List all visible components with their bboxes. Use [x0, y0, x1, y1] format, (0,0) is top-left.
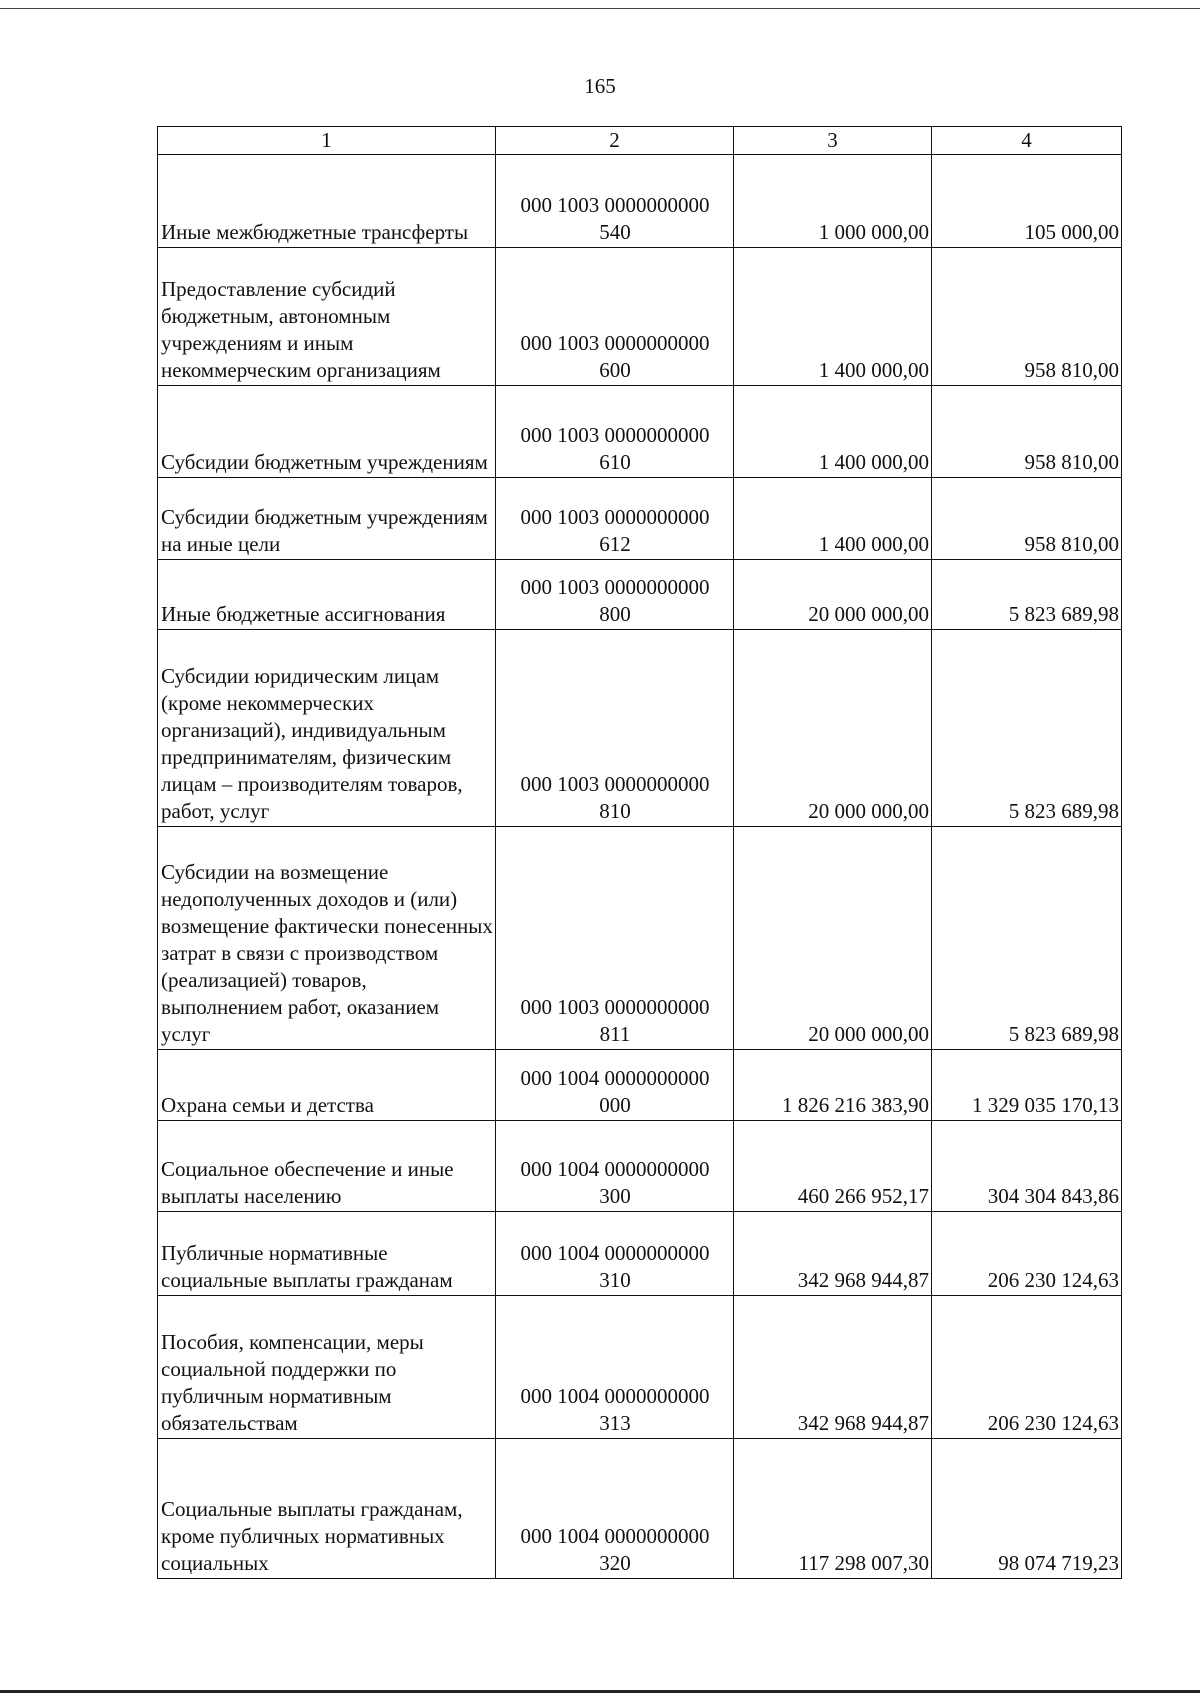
code-line-1: 000 1003 0000000000 — [520, 575, 710, 599]
table-row — [158, 1121, 1122, 1212]
row-code — [496, 478, 734, 560]
row-name: Публичные нормативные социальные выплаты гражданам — [158, 1212, 496, 1296]
code-line-2: 320 — [599, 1551, 631, 1575]
row-code — [496, 386, 734, 478]
row-code — [496, 1050, 734, 1121]
code-line-2: 800 — [599, 602, 631, 626]
row-value-col4: 5 823 689,98 — [932, 560, 1122, 630]
row-code — [496, 1296, 734, 1439]
table-row — [158, 1050, 1122, 1121]
row-name: Иные бюджетные ассигнования — [158, 560, 496, 630]
code-line-1: 000 1003 0000000000 — [520, 995, 710, 1019]
header-cell-1: 1 — [158, 127, 496, 155]
row-value-col3: 20 000 000,00 — [734, 560, 932, 630]
page-top-edge — [0, 8, 1200, 9]
code-line-1: 000 1003 0000000000 — [520, 505, 710, 529]
table-row — [158, 248, 1122, 386]
page-number: 165 — [584, 74, 616, 98]
code-line-2: 810 — [599, 799, 631, 823]
row-code — [496, 1121, 734, 1212]
code-line-1: 000 1004 0000000000 — [520, 1241, 710, 1265]
code-line-1: 000 1003 0000000000 — [520, 331, 710, 355]
row-value-col4: 958 810,00 — [932, 386, 1122, 478]
row-value-col4: 206 230 124,63 — [932, 1296, 1122, 1439]
header-cell-2: 2 — [496, 127, 734, 155]
code-line-2: 540 — [599, 220, 631, 244]
code-line-1: 000 1004 0000000000 — [520, 1524, 710, 1548]
row-name: Социальные выплаты гражданам, кроме публичных нормативных социальных — [158, 1439, 496, 1579]
table-row — [158, 1212, 1122, 1296]
row-name: Иные межбюджетные трансферты — [158, 155, 496, 248]
row-value-col4: 105 000,00 — [932, 155, 1122, 248]
row-code — [496, 1212, 734, 1296]
row-value-col4: 206 230 124,63 — [932, 1212, 1122, 1296]
row-name: Субсидии юридическим лицам (кроме некоммерческих организаций), индивидуальным предпринимателям, физическим лицам – производителям товаров, работ, услуг — [158, 630, 496, 827]
row-value-col3: 460 266 952,17 — [734, 1121, 932, 1212]
table-row — [158, 1439, 1122, 1579]
row-value-col3: 20 000 000,00 — [734, 827, 932, 1050]
row-name: Субсидии на возмещение недополученных доходов и (или) возмещение фактически понесенных затрат в связи с производством (реализацией) товаров, выполнением работ, оказанием услуг — [158, 827, 496, 1050]
table-row — [158, 630, 1122, 827]
row-value-col3: 342 968 944,87 — [734, 1296, 932, 1439]
table-header — [158, 127, 1122, 155]
code-line-2: 610 — [599, 450, 631, 474]
row-name: Социальное обеспечение и иные выплаты населению — [158, 1121, 496, 1212]
row-value-col3: 342 968 944,87 — [734, 1212, 932, 1296]
code-line-1: 000 1003 0000000000 — [520, 423, 710, 447]
code-line-1: 000 1004 0000000000 — [520, 1157, 710, 1181]
row-value-col4: 958 810,00 — [932, 478, 1122, 560]
code-line-2: 600 — [599, 358, 631, 382]
code-line-2: 300 — [599, 1184, 631, 1208]
row-name: Предоставление субсидий бюджетным, автономным учреждениям и иным некоммерческим организациям — [158, 248, 496, 386]
row-value-col4: 98 074 719,23 — [932, 1439, 1122, 1579]
table-row — [158, 155, 1122, 248]
header-cell-3: 3 — [734, 127, 932, 155]
table-row — [158, 560, 1122, 630]
code-line-1: 000 1004 0000000000 — [520, 1066, 710, 1090]
table-row — [158, 827, 1122, 1050]
row-code — [496, 630, 734, 827]
row-value-col4: 5 823 689,98 — [932, 827, 1122, 1050]
code-line-2: 612 — [599, 532, 631, 556]
row-code — [496, 560, 734, 630]
row-value-col3: 1 400 000,00 — [734, 478, 932, 560]
row-value-col3: 1 000 000,00 — [734, 155, 932, 248]
code-line-1: 000 1003 0000000000 — [520, 193, 710, 217]
row-name: Субсидии бюджетным учреждениям на иные цели — [158, 478, 496, 560]
row-name: Субсидии бюджетным учреждениям — [158, 386, 496, 478]
row-name: Пособия, компенсации, меры социальной поддержки по публичным нормативным обязательствам — [158, 1296, 496, 1439]
budget-table — [157, 126, 1122, 1579]
row-value-col4: 304 304 843,86 — [932, 1121, 1122, 1212]
row-value-col4: 5 823 689,98 — [932, 630, 1122, 827]
row-code — [496, 155, 734, 248]
header-row — [158, 127, 1122, 155]
row-value-col4: 1 329 035 170,13 — [932, 1050, 1122, 1121]
row-value-col4: 958 810,00 — [932, 248, 1122, 386]
code-line-1: 000 1003 0000000000 — [520, 772, 710, 796]
table-body — [158, 155, 1122, 1579]
code-line-2: 811 — [599, 1022, 631, 1046]
code-line-1: 000 1004 0000000000 — [520, 1384, 710, 1408]
page-bottom-edge — [0, 1690, 1200, 1693]
row-value-col3: 1 400 000,00 — [734, 248, 932, 386]
table-row — [158, 1296, 1122, 1439]
row-name: Охрана семьи и детства — [158, 1050, 496, 1121]
row-value-col3: 1 400 000,00 — [734, 386, 932, 478]
code-line-2: 000 — [599, 1093, 631, 1117]
row-value-col3: 20 000 000,00 — [734, 630, 932, 827]
table-row — [158, 386, 1122, 478]
table-row — [158, 478, 1122, 560]
code-line-2: 310 — [599, 1268, 631, 1292]
row-code — [496, 1439, 734, 1579]
row-code — [496, 827, 734, 1050]
header-cell-4: 4 — [932, 127, 1122, 155]
row-value-col3: 1 826 216 383,90 — [734, 1050, 932, 1121]
row-code — [496, 248, 734, 386]
code-line-2: 313 — [599, 1411, 631, 1435]
row-value-col3: 117 298 007,30 — [734, 1439, 932, 1579]
